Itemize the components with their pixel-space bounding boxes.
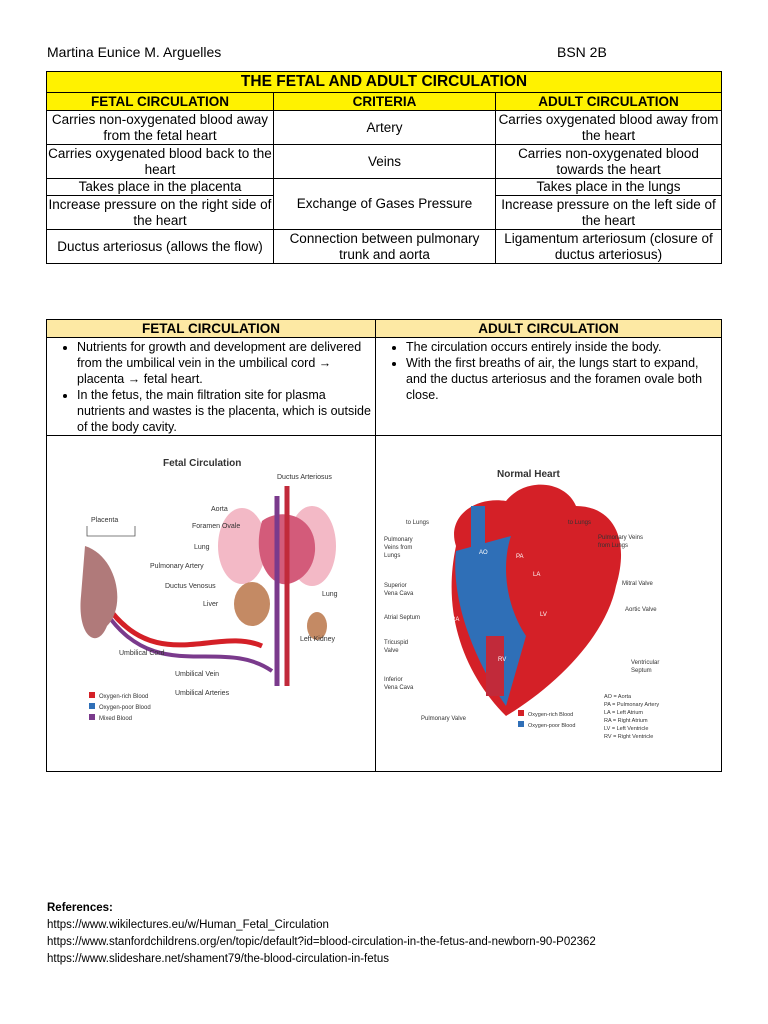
legend-poor-swatch (89, 703, 95, 709)
fetal-diagram-title: Fetal Circulation (163, 458, 242, 469)
artery-adult: Carries oxygenated blood away from the heart (496, 111, 722, 145)
heart-diagram-cell (376, 436, 722, 772)
svg-text:Ventricular: Ventricular (631, 660, 660, 666)
artery-fetal: Carries non-oxygenated blood away from the fetal heart (47, 111, 274, 145)
svg-text:Ductus Venosus: Ductus Venosus (165, 583, 216, 590)
svg-text:Umbilical Arteries: Umbilical Arteries (175, 690, 230, 697)
fetal-diagram-cell (47, 436, 376, 772)
svg-text:Inferior: Inferior (384, 677, 403, 683)
svg-text:AO: AO (479, 550, 488, 556)
svg-text:Septum: Septum (631, 668, 652, 674)
veins-adult: Carries non-oxygenated blood towards the heart (496, 145, 722, 179)
svg-text:AO = Aorta: AO = Aorta (604, 694, 632, 700)
svg-text:Umbilical Cord: Umbilical Cord (119, 650, 165, 657)
artery-criteria: Artery (274, 111, 496, 145)
svg-text:Superior: Superior (384, 583, 407, 589)
connection-adult: Ligamentum arteriosum (closure of ductus arteriosus) (496, 230, 722, 264)
references-section (47, 900, 596, 968)
fetal-circulation-diagram (47, 436, 376, 766)
svg-text:Veins from: Veins from (384, 545, 413, 551)
svg-text:Oxygen-rich Blood: Oxygen-rich Blood (99, 694, 149, 700)
svg-text:Valve: Valve (384, 648, 399, 654)
liver-shape (234, 582, 270, 626)
reference-link-3[interactable]: https://www.slideshare.net/shament79/the-blood-circulation-in-fetus (47, 953, 389, 965)
svg-text:Aortic Valve: Aortic Valve (625, 607, 657, 613)
svg-text:Pulmonary Artery: Pulmonary Artery (150, 563, 204, 570)
svg-text:Lung: Lung (322, 591, 338, 598)
placenta-shape (80, 546, 117, 638)
svg-text:RA: RA (451, 617, 460, 623)
fetal-circulation-header: FETAL CIRCULATION (47, 320, 376, 338)
svg-text:from Lungs: from Lungs (598, 543, 629, 549)
svg-text:Lung: Lung (194, 544, 210, 551)
author-name: Martina Eunice M. Arguelles (47, 44, 222, 60)
svg-text:Placenta: Placenta (91, 517, 119, 524)
svg-text:Tricuspid: Tricuspid (384, 640, 409, 646)
svg-text:RV = Right Ventricle: RV = Right Ventricle (604, 734, 654, 740)
svg-text:Pulmonary Veins: Pulmonary Veins (598, 535, 644, 541)
svg-text:Left Kidney: Left Kidney (300, 636, 336, 643)
section-label: BSN 2B (557, 44, 607, 60)
svg-text:Foramen Ovale: Foramen Ovale (192, 523, 241, 530)
comparison-table (46, 71, 722, 264)
exchange-fetal-2: Increase pressure on the right side of the heart (47, 196, 274, 230)
svg-text:Mitral Valve: Mitral Valve (622, 581, 653, 587)
svg-text:Umbilical Vein: Umbilical Vein (175, 671, 219, 678)
svg-text:Vena Cava: Vena Cava (384, 591, 414, 597)
fetal-bullet-2: • In the fetus, the main filtration site for plasma nutrients and wastes is the placenta, which is outside of the body cavity. (77, 387, 371, 435)
svg-text:LV: LV (540, 612, 547, 618)
reference-link-1[interactable]: https://www.wikilectures.eu/w/Human_Fetal_Circulation (47, 919, 329, 931)
exchange-adult-2: Increase pressure on the left side of the heart (496, 196, 722, 230)
heart-diagram-title: Normal Heart (497, 469, 560, 480)
ivc-shape (486, 636, 507, 696)
heart-legend-rich-swatch (518, 710, 524, 716)
svg-text:Pulmonary Valve: Pulmonary Valve (421, 716, 466, 722)
svg-text:LV = Left Ventricle: LV = Left Ventricle (604, 726, 649, 732)
svg-text:Liver: Liver (203, 601, 219, 608)
svg-text:Pulmonary: Pulmonary (384, 537, 413, 543)
veins-criteria: Veins (274, 145, 496, 179)
svc-shape (471, 506, 485, 566)
veins-fetal: Carries oxygenated blood back to the heart (48, 145, 272, 177)
svg-text:LA: LA (533, 572, 541, 578)
col-header-criteria: CRITERIA (274, 93, 496, 111)
svg-text:PA: PA (516, 554, 524, 560)
connection-criteria: Connection between pulmonary trunk and aorta (274, 230, 496, 264)
col-header-fetal: FETAL CIRCULATION (47, 93, 274, 111)
adult-circulation-header: ADULT CIRCULATION (376, 320, 722, 338)
col-header-adult: ADULT CIRCULATION (496, 93, 722, 111)
adult-bullet-2: • With the first breaths of air, the lungs start to expand, and the ductus arteriosus and the foramen ovale both close. (406, 355, 717, 403)
exchange-adult-1: Takes place in the lungs (496, 179, 722, 196)
exchange-fetal-1: Takes place in the placenta (47, 179, 274, 196)
legend-mixed-swatch (89, 714, 95, 720)
adult-description (376, 338, 722, 436)
svg-text:Oxygen-rich Blood: Oxygen-rich Blood (528, 712, 574, 718)
svg-text:Atrial Septum: Atrial Septum (384, 615, 421, 621)
svg-text:to Lungs: to Lungs (568, 520, 592, 526)
svg-text:Lungs: Lungs (384, 553, 401, 559)
description-table (46, 319, 722, 772)
svg-text:RV: RV (498, 657, 507, 663)
svg-text:Ductus Arteriosus: Ductus Arteriosus (277, 474, 332, 481)
heart-legend-poor-swatch (518, 721, 524, 727)
svg-text:Mixed Blood: Mixed Blood (99, 716, 133, 722)
svg-text:Oxygen-poor Blood: Oxygen-poor Blood (99, 705, 151, 711)
reference-link-2[interactable]: https://www.stanfordchildrens.org/en/topic/default?id=blood-circulation-in-the-fetus-and-newborn-90-P02362 (47, 936, 596, 948)
svg-text:RA = Right Atrium: RA = Right Atrium (604, 718, 648, 724)
svg-text:PA = Pulmonary Artery: PA = Pulmonary Artery (604, 702, 660, 708)
exchange-criteria: Exchange of Gases Pressure (274, 179, 496, 230)
svg-text:Vena Cava: Vena Cava (384, 685, 414, 691)
connection-fetal: Ductus arteriosus (allows the flow) (47, 230, 274, 264)
fetal-bullet-1: • Nutrients for growth and development are delivered from the umbilical vein in the umbilical cord → placenta → fetal heart. (77, 339, 371, 387)
fetal-description (47, 338, 376, 436)
table-title: THE FETAL AND ADULT CIRCULATION (47, 72, 722, 93)
svg-text:to Lungs: to Lungs (406, 520, 430, 526)
svg-text:Aorta: Aorta (211, 506, 228, 513)
svg-text:Oxygen-poor Blood: Oxygen-poor Blood (528, 723, 576, 729)
normal-heart-diagram (376, 436, 722, 766)
adult-bullet-1: • The circulation occurs entirely inside the body. (406, 339, 717, 355)
references-heading: References: (47, 902, 113, 914)
legend-rich-swatch (89, 692, 95, 698)
svg-text:LA = Left Atrium: LA = Left Atrium (604, 710, 643, 716)
left-lung-shape (218, 508, 266, 584)
